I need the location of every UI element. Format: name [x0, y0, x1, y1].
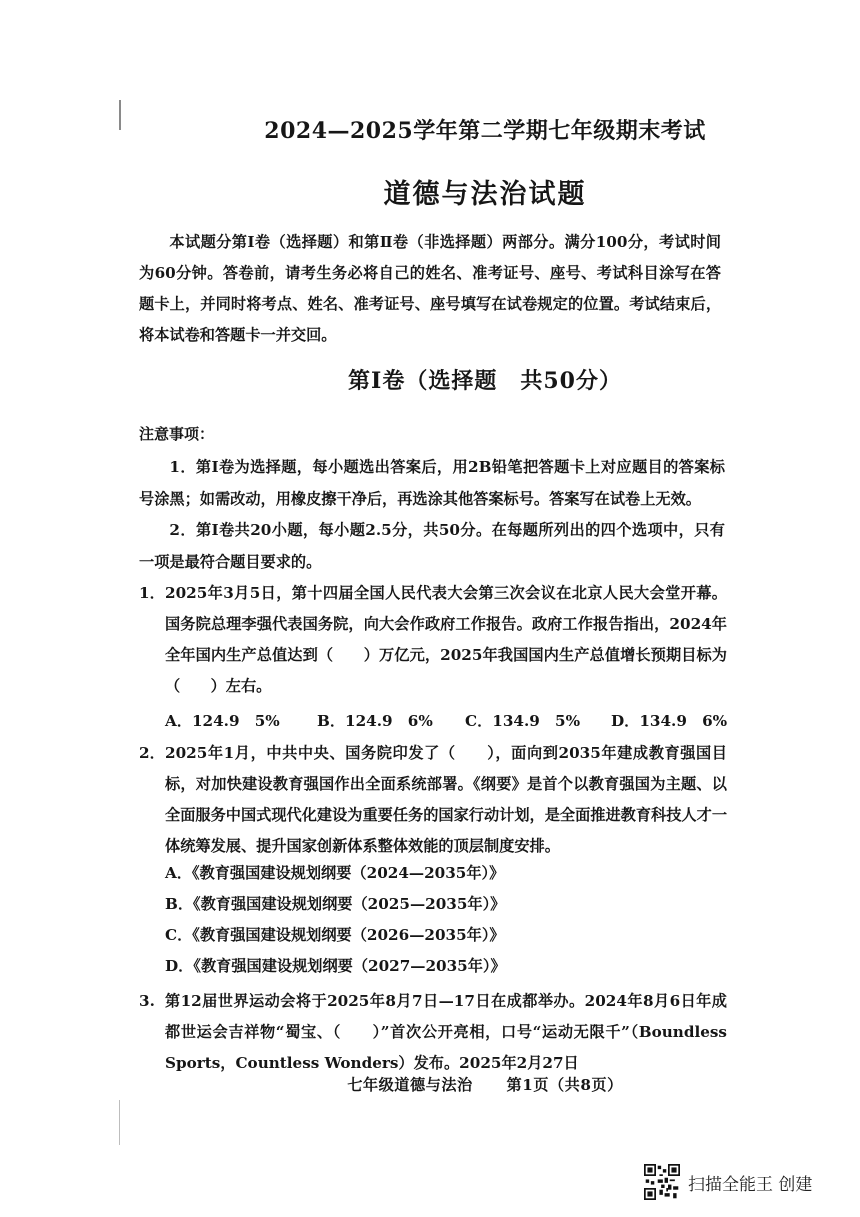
question-number: 3. — [139, 992, 155, 1010]
question-1 — [139, 578, 727, 702]
watermark-text: 扫描全能王 创建 — [688, 1174, 813, 1195]
exam-instructions: 本试题分第Ⅰ卷（选择题）和第Ⅱ卷（非选择题）两部分。满分100分，考试时间为60分钟。答卷前，请考生务必将自己的姓名、准考证号、座号、考试科目涂写在答题卡上，并同时将考点、姓名、准考证号、座号填写在试卷规定的位置。考试结束后，将本试卷和答题卡一并交回。 — [139, 233, 721, 344]
option-b: B．124.9 6% — [317, 712, 433, 730]
notice-label: 注意事项： — [139, 425, 215, 443]
question-text: 2025年1月，中共中央、国务院印发了（ ），面向到2035年建成教育强国目标，对加快建设教育强国作出全面系统部署。《纲要》是首个以教育强国为主题、以全面服务中国式现代化建设为重要任务的国家行动计划，是全面推进教育科技人才一体统筹发展、提升国家创新体系整体效能的顶层制度安排。 — [165, 744, 727, 855]
option-c: C．134.9 5% — [465, 712, 581, 730]
qr-code-icon — [644, 1164, 680, 1200]
question-2 — [139, 738, 727, 862]
option-a: A．124.9 5% — [165, 712, 280, 730]
option-a: A．《教育强国建设规划纲要（2024—2035年）》 — [165, 864, 505, 882]
page-footer — [0, 1074, 860, 1095]
option-d: D．134.9 6% — [611, 712, 728, 730]
notice-item: 2．第Ⅰ卷共20小题，每小题2.5分，共50分。在每题所列出的四个选项中，只有一项是最符合题目要求的。 — [139, 521, 725, 571]
exam-title: 2024—2025学年第二学期七年级期末考试 — [264, 118, 706, 144]
footer-page-number: 第1页（共8页） — [506, 1076, 623, 1094]
question-number: 2． — [139, 744, 165, 762]
section-title: 第Ⅰ卷（选择题 共50分） — [348, 368, 622, 394]
exam-subject-title: 道德与法治试题 — [383, 179, 587, 210]
scan-edge-mark — [119, 1100, 120, 1145]
footer-subject: 七年级道德与法治 — [347, 1076, 473, 1094]
option-b: B．《教育强国建设规划纲要（2025—2035年）》 — [165, 895, 506, 913]
scanner-watermark — [644, 1162, 812, 1202]
option-d: D．《教育强国建设规划纲要（2027—2035年）》 — [165, 957, 506, 975]
question-text: 2025年3月5日，第十四届全国人民代表大会第三次会议在北京人民大会堂开幕。国务院总理李强代表国务院，向大会作政府工作报告。政府工作报告指出，2024年全年国内生产总值达到（ ）万亿元，2025年我国国内生产总值增长预期目标为（ ）左右。 — [165, 584, 727, 695]
option-c: C．《教育强国建设规划纲要（2026—2035年）》 — [165, 926, 505, 944]
notice-item: 1．第Ⅰ卷为选择题，每小题选出答案后，用2B铅笔把答题卡上对应题目的答案标号涂黑；如需改动，用橡皮擦干净后，再选涂其他答案标号。答案写在试卷上无效。 — [139, 458, 725, 508]
question-number: 1． — [139, 584, 165, 602]
question-3 — [139, 986, 727, 1079]
question-text: 第12届世界运动会将于2025年8月7日—17日在成都举办。2024年8月6日年成都世运会吉祥物“蜀宝、（ ）”首次公开亮相，口号“运动无限千”（Boundless Sports，Countless Wonders）发布。2025年2月27日 — [165, 992, 727, 1072]
